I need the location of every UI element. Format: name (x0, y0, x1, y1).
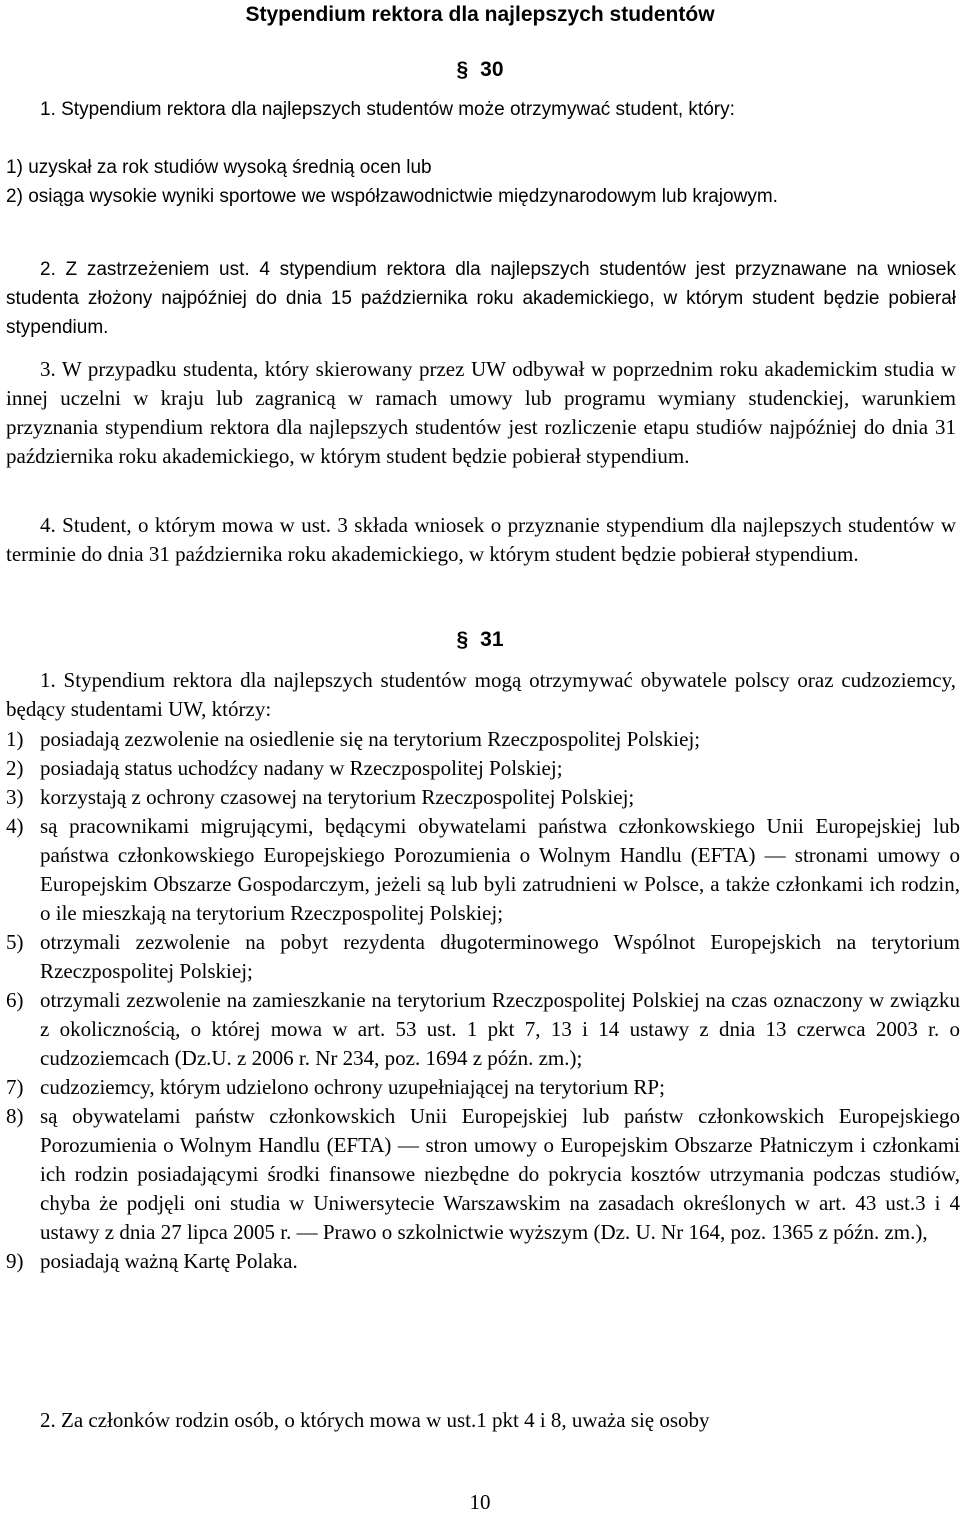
s30-paragraph-2: 2. Z zastrzeżeniem ust. 4 stypendium rektora dla najlepszych studentów jest przyznawane na wniosek studenta złożony najpóźniej do dnia 15 października roku akademickiego, w którym student będzie pobierał stypendium. (6, 259, 956, 338)
list-item-number: 9) (6, 1249, 24, 1273)
list-item-number: 1) (6, 157, 23, 178)
list-item-text: posiadają zezwolenie na osiedlenie się na terytorium Rzeczpospolitej Polskiej; (40, 727, 701, 751)
list-item (6, 783, 960, 812)
list-item (6, 754, 960, 783)
list-item-number: 5) (6, 930, 24, 954)
list-item-number: 4) (6, 814, 24, 838)
list-item-text: osiąga wysokie wyniki sportowe we współzawodnictwie międzynarodowym lub krajowym. (28, 186, 778, 207)
s31-paragraph-1: 1. Stypendium rektora dla najlepszych studentów mogą otrzymywać obywatele polscy oraz cudzoziemcy, będący studentami UW, którzy: (6, 668, 956, 721)
list-item (6, 1102, 960, 1247)
list-item (6, 986, 960, 1073)
list-item (6, 1247, 960, 1276)
list-item-number: 3) (6, 785, 24, 809)
list-item-text: posiadają ważną Kartę Polaka. (40, 1249, 298, 1273)
s30-paragraph-4: 4. Student, o którym mowa w ust. 3 składa wniosek o przyznanie stypendium dla najlepszych studentów w terminie do dnia 31 października roku akademickiego, w którym student będzie pobierał stypendium. (6, 513, 956, 566)
list-item-number: 7) (6, 1075, 24, 1099)
list-item-text: uzyskał za rok studiów wysoką średnią ocen lub (28, 157, 432, 178)
list-item-text: cudzoziemcy, którym udzielono ochrony uzupełniającej na terytorium RP; (40, 1075, 665, 1099)
list-item-number: 8) (6, 1104, 24, 1128)
s30-paragraph-1-list (6, 153, 960, 211)
list-item-text: korzystają z ochrony czasowej na terytorium Rzeczpospolitej Polskiej; (40, 785, 635, 809)
list-item (6, 182, 960, 211)
s31-paragraph-1-list (6, 725, 960, 1276)
list-item-text: otrzymali zezwolenie na pobyt rezydenta długoterminowego Wspólnot Europejskich na terytorium Rzeczpospolitej Polskiej; (40, 930, 960, 983)
section-number: 30 (480, 58, 504, 81)
section-sign: § (456, 628, 469, 651)
section-number: 31 (480, 628, 504, 651)
s30-paragraph-1: 1. Stypendium rektora dla najlepszych studentów może otrzymywać student, który: (40, 99, 735, 120)
section-sign: § (456, 58, 469, 81)
section-30-heading (0, 55, 960, 84)
list-item-text: są pracownikami migrującymi, będącymi obywatelami państwa członkowskiego Unii Europejskiej lub państwa członkowskiego Europejskiego Porozumienia o Wolnym Handlu (EFTA) — stronami umowy o Europejskim Obszarze Gospodarczym, jeżeli są lub byli zatrudnieni w Polsce, a także członkami ich rodzin, o ile mieszkają na terytorium Rzeczpospolitej Polskiej; (40, 814, 960, 925)
s30-paragraph-3: 3. W przypadku studenta, który skierowany przez UW odbywał w poprzednim roku akademickim studia w innej uczelni w kraju lub zagranicą w ramach umowy lub programu wymiany studenckiej, warunkiem przyznania stypendium rektora dla najlepszych studentów jest rozliczenie etapu studiów najpóźniej do dnia 31 października roku akademickiego, w którym student będzie pobierał stypendium. (6, 357, 956, 468)
list-item-number: 2) (6, 756, 24, 780)
list-item-number: 2) (6, 186, 23, 207)
list-item-text: są obywatelami państw członkowskich Unii Europejskiej lub państw członkowskich Europejskiego Porozumienia o Wolnym Handlu (EFTA) — stron umowy o Europejskim Obszarze Płatniczym i członkami ich rodzin posiadającymi środki finansowe niezbędne do pokrycia kosztów utrzymania podczas studiów, chyba że podjęli oni studia w Uniwersytecie Warszawskim na zasadach określonych w art. 43 ust.3 i 4 ustawy z dnia 27 lipca 2005 r. — Prawo o szkolnictwie wyższym (Dz. U. Nr 164, poz. 1365 z późn. zm.), (40, 1104, 960, 1244)
section-31-heading (0, 625, 960, 654)
list-item (6, 812, 960, 928)
list-item (6, 928, 960, 986)
list-item-number: 1) (6, 727, 24, 751)
document-title: Stypendium rektora dla najlepszych studentów (245, 3, 715, 26)
list-item (6, 153, 960, 182)
list-item-number: 6) (6, 988, 24, 1012)
page-number: 10 (469, 1490, 491, 1514)
s31-paragraph-2: 2. Za członków rodzin osób, o których mowa w ust.1 pkt 4 i 8, uważa się osoby (40, 1408, 710, 1432)
list-item-text: otrzymali zezwolenie na zamieszkanie na terytorium Rzeczpospolitej Polskiej na czas oznaczony w związku z okolicznością, o której mowa w art. 53 ust. 1 pkt 7, 13 i 14 ustawy z dnia 13 czerwca 2003 r. o cudzoziemcach (Dz.U. z 2006 r. Nr 234, poz. 1694 z późn. zm.); (40, 988, 960, 1070)
list-item (6, 1073, 960, 1102)
list-item (6, 725, 960, 754)
list-item-text: posiadają status uchodźcy nadany w Rzeczpospolitej Polskiej; (40, 756, 563, 780)
